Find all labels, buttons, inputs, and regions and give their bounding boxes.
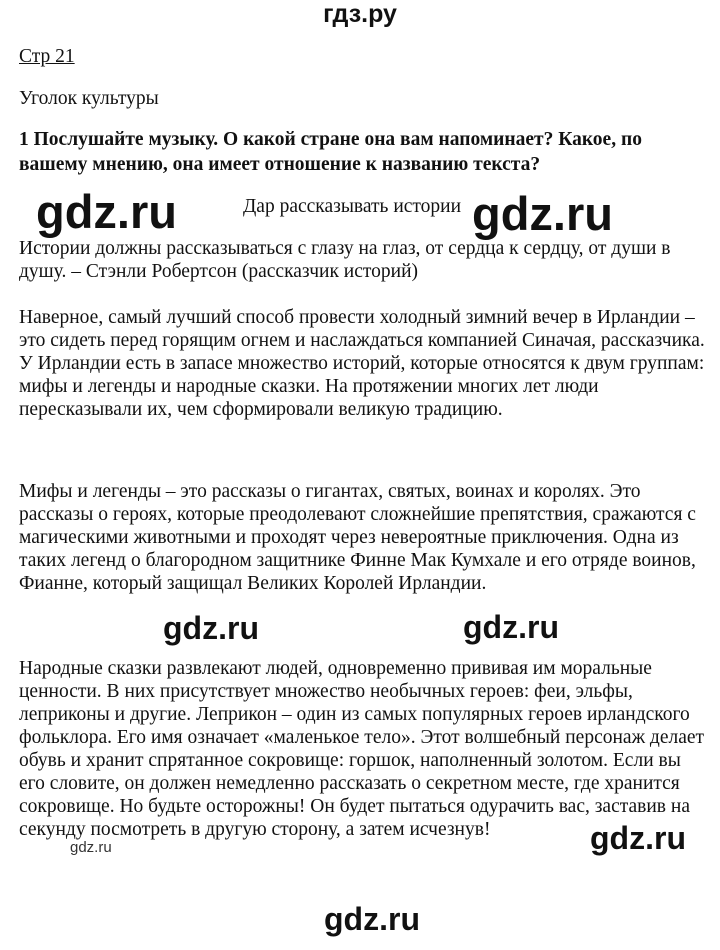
paragraph-3: Народные сказки развлекают людей, одновременно прививая им моральные ценности. В них присутствует множество необычных героев: феи, эльфы, леприконы и другие. Леприкон – один из самых популярных героев ирландского фольклора. Его имя означает «маленькое тело». Этот волшебный персонаж делает обувь и хранит спрятанное сокровище: горшок, наполненный золотом. Если вы его словите, он должен немедленно рассказать о секретном месте, где хранится сокровище. Но будьте осторожны! Он будет пытаться одурачить вас, заставив на секунду посмотреть в другую сторону, а затем исчезнув!: [19, 658, 705, 840]
watermark: gdz.ru: [36, 185, 177, 238]
page-reference: Стр 21: [19, 46, 75, 67]
section-title: Уголок культуры: [19, 88, 159, 109]
watermark: gdz.ru: [463, 609, 559, 645]
text-title: Дар рассказывать истории: [243, 196, 462, 217]
watermark: gdz.ru: [324, 901, 420, 937]
epigraph: Истории должны рассказываться с глазу на глаз, от сердца к сердцу, от души в душу. – Стэнли Робертсон (рассказчик историй): [19, 238, 671, 282]
watermark: gdz.ru: [70, 839, 112, 856]
task-text: 1 Послушайте музыку. О какой стране она вам напоминает? Какое, по вашему мнению, она имеет отношение к названию текста?: [19, 129, 642, 175]
watermark: gdz.ru: [472, 187, 613, 240]
paragraph-2: Мифы и легенды – это рассказы о гигантах, святых, воинах и королях. Это рассказы о героях, которые преодолевают сложнейшие препятствия, сражаются с магическими животными и проходят через невероятные приключения. Одна из таких легенд о благородном защитнике Финне Мак Кумхале и его отряде воинов, Фианне, который защищал Великих Королей Ирландии.: [19, 481, 696, 594]
watermark: gdz.ru: [590, 820, 686, 856]
watermark: gdz.ru: [163, 610, 259, 646]
site-header-title: гдз.ру: [323, 0, 397, 28]
paragraph-1: Наверное, самый лучший способ провести холодный зимний вечер в Ирландии – это сидеть перед горящим огнем и наслаждаться компанией Синачая, рассказчика. У Ирландии есть в запасе множество историй, которые относятся к двум группам: мифы и легенды и народные сказки. На протяжении многих лет люди пересказывали их, чем сформировали великую традицию.: [19, 307, 705, 420]
